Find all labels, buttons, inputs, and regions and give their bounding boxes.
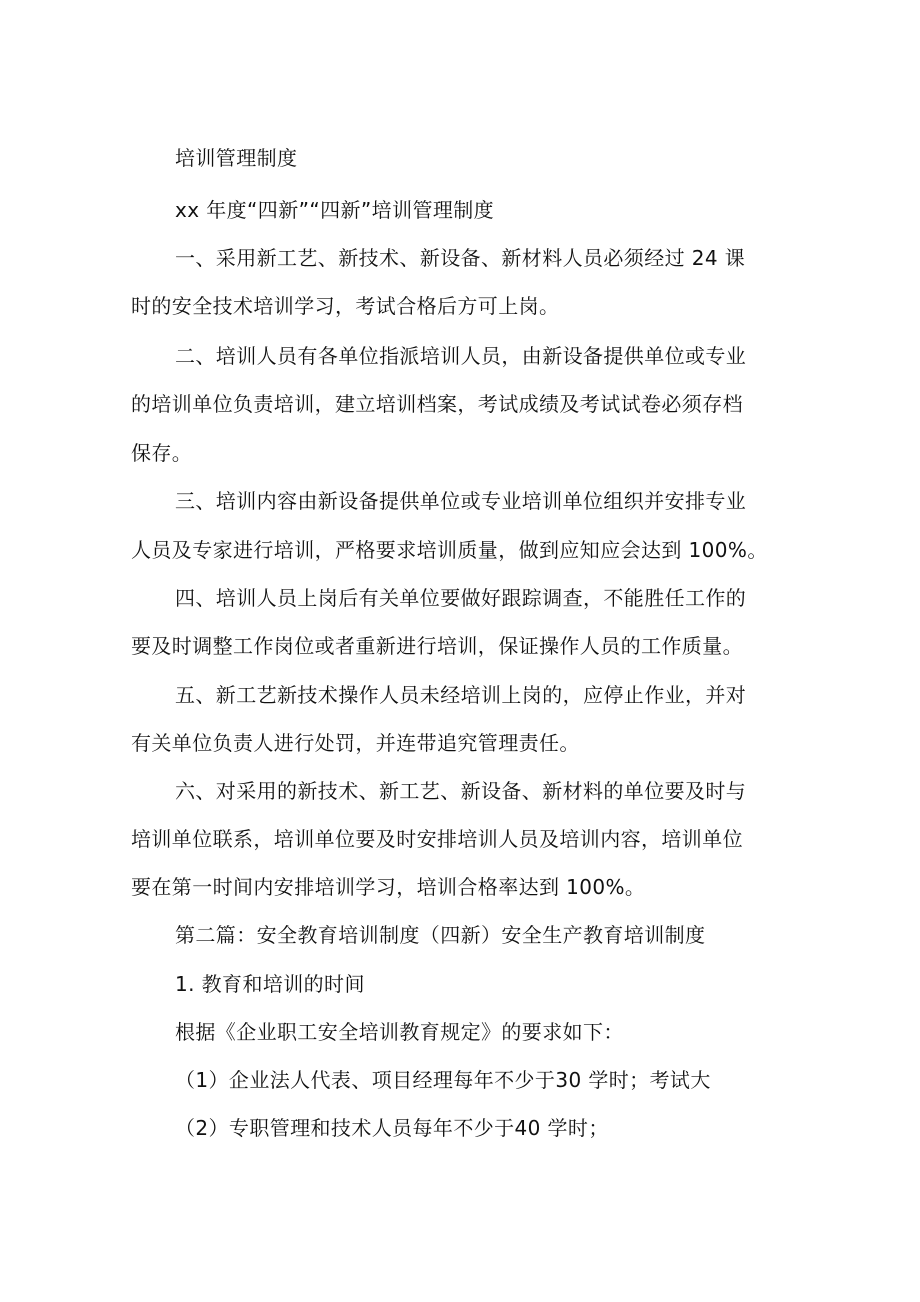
doc-title: 培训管理制度 (175, 146, 298, 170)
para5-line1: 五、新工艺新技术操作人员未经培训上岗的，应停止作业，并对 (175, 683, 747, 707)
para1-line1: 一、采用新工艺、新技术、新设备、新材料人员必须经过 24 课 (175, 246, 746, 270)
para2-line2: 的培训单位负责培训，建立培训档案，考试成绩及考试试卷必须存档 (131, 392, 743, 416)
para6-line2: 培训单位联系，培训单位要及时安排培训人员及培训内容，培训单位 (131, 827, 743, 851)
basis-text: 根据《企业职工安全培训教育规定》的要求如下： (175, 1020, 624, 1044)
requirement-2: （2）专职管理和技术人员每年不少于40 学时； (175, 1116, 609, 1140)
para6-line1: 六、对采用的新技术、新工艺、新设备、新材料的单位要及时与 (175, 779, 747, 803)
para2-line1: 二、培训人员有各单位指派培训人员，由新设备提供单位或专业 (175, 344, 747, 368)
para4-line1: 四、培训人员上岗后有关单位要做好跟踪调查，不能胜任工作的 (175, 586, 747, 610)
para3-line2: 人员及专家进行培训，严格要求培训质量，做到应知应会达到 100%。 (131, 538, 768, 562)
para6-line3: 要在第一时间内安排培训学习，培训合格率达到 100%。 (131, 875, 646, 899)
para1-line2: 时的安全技术培训学习，考试合格后方可上岗。 (131, 294, 560, 318)
doc-subtitle: xx 年度“四新”“四新”培训管理制度 (175, 198, 495, 222)
para2-line3: 保存。 (131, 441, 193, 465)
para5-line2: 有关单位负责人进行处罚，并连带追究管理责任。 (131, 731, 580, 755)
section2-title: 第二篇：安全教育培训制度（四新）安全生产教育培训制度 (175, 923, 706, 947)
requirement-1: （1）企业法人代表、项目经理每年不少于30 学时；考试大 (175, 1068, 711, 1092)
item1-heading: 1. 教育和培训的时间 (175, 972, 365, 996)
para4-line2: 要及时调整工作岗位或者重新进行培训，保证操作人员的工作质量。 (131, 634, 743, 658)
para3-line1: 三、培训内容由新设备提供单位或专业培训单位组织并安排专业 (175, 489, 747, 513)
